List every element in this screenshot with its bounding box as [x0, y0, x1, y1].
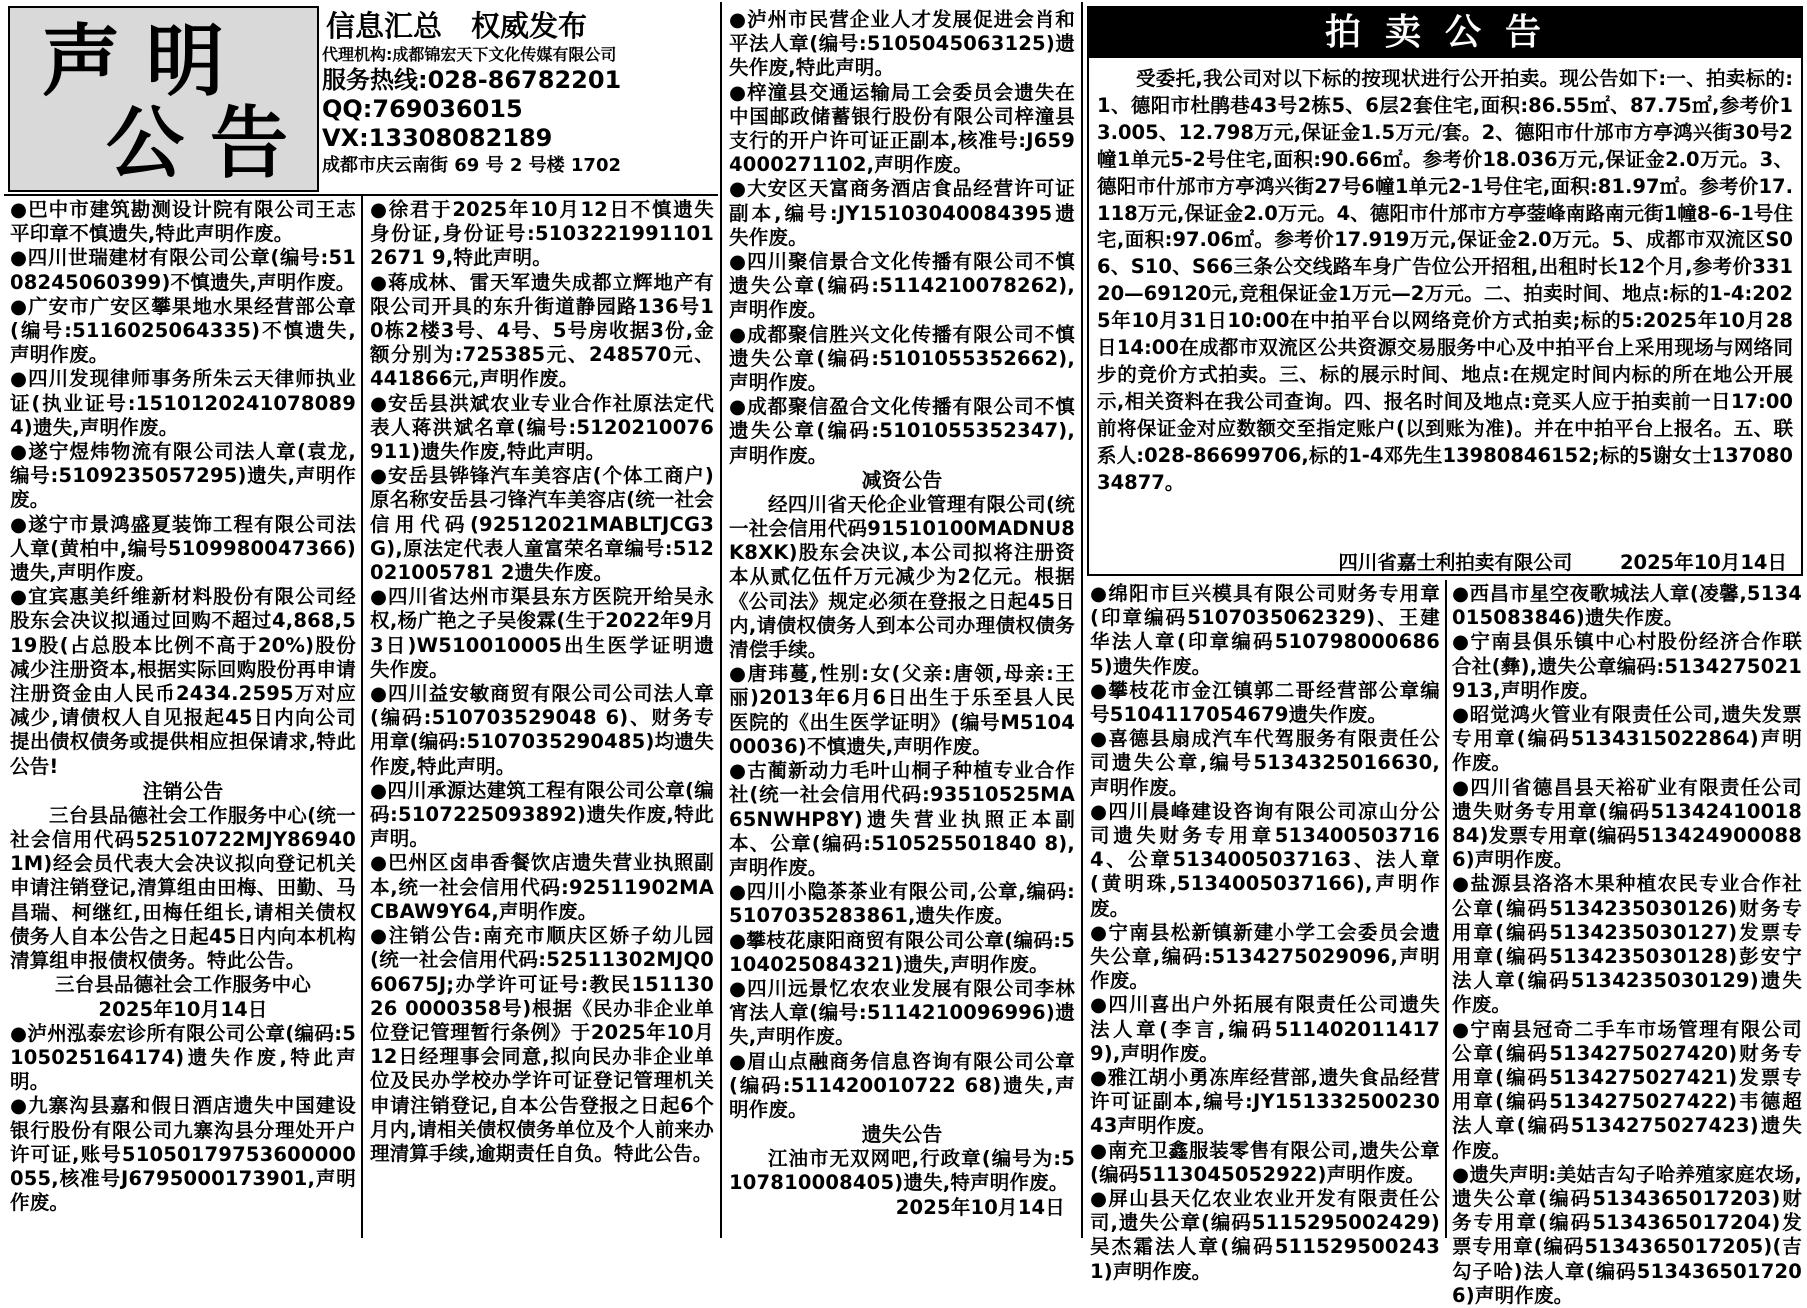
auction-body: 受委托,我公司对以下标的按现状进行公开拍卖。现公告如下:一、拍卖标的:1、德阳市杜鹃巷43号2栋5、6层2套住宅,面积:86.55㎡、87.75㎡,参考价13.005、12.798万元,保证金1.5万元/套。2、德阳市什邡市方亭鸿兴街30号2幢1单元5-2号住宅,面积:90.66㎡。参考价18.036万元,保证金2.0万元。3、德阳市什邡市方亭鸿兴街27号6幢1单元2-1号住宅,面积:81.97㎡。参考价17.118万元,保证金2.0万元。4、德阳市什邡市方亭蓥峰南路南元街1幢8-6-1号住宅,面积:97.06㎡。参考价17.919万元,保证金2.0万元。5、成都市双流区S06、S10、S66三条公交线路车身广告位公开招租,出租时长12个月,参考价33120—69120元,竞租保证金1万元—2万元。二、拍卖时间、地点:标的1-4:2025年10月31日10:00在中拍平台以网络竞价方式拍卖;标的5:2025年10月28日14:00在成都市双流区公共资源交易服务中心及中拍平台上采用现场与网络同步的竞价方式拍卖。三、标的展示时间、地点:在规定时间内标的所在地公开展示,相关资料在我公司查询。四、报名时间及地点:竞买人应于拍卖前一日17:00前将保证金对应数额交至指定账户(以到账为准)。并在中拍平台上报名。五、联系人:028-86699706,标的1-4邓先生13980846152;标的5谢女士13708034877。	[1097, 67, 1793, 494]
notice-item: ●九寨沟县嘉和假日酒店遗失中国建设银行股份有限公司九寨沟县分理处开户许可证,账号51050179753600000055,核准号J6795000173901,声明作废。	[10, 1094, 356, 1215]
capital-reduction-body: 经四川省天伦企业管理有限公司(统一社会信用代码91510100MADNU8K8XK)股东会决议,本公司拟将注册资本从贰亿伍仟万元减少为2亿元。根据《公司法》规定必须在登报之日起45日内,请债权债务人到本公司办理债权债务清偿手续。	[729, 492, 1075, 662]
cancel-notice-signer: 三台县品德社会工作服务中心	[54, 973, 312, 997]
notice-item: ●宜宾惠美纤维新材料股份有限公司经股东会决议拟通过回购不超过4,868,519股(占总股本比例不高于20%)股份减少注册资本,根据实际回购股份再申请注册资金由人民币2434.2595万对应减少,请债权人自见报起45日内向公司提出债权债务或提供相应担保请求,特此公告!	[10, 585, 356, 778]
cancel-notice-date: 2025年10月14日	[98, 997, 268, 1021]
notice-item: ●眉山点融商务信息咨询有限公司公章(编码:511420010722 68)遗失,声明作废。	[729, 1049, 1075, 1121]
masthead-qq: QQ:769036015	[322, 95, 523, 123]
notice-item: ●广安市广安区攀果地水果经营部公章(编号:5116025064335)不慎遗失,声明作废。	[10, 294, 356, 367]
notice-item: ●四川发现律师事务所朱云天律师执业证(执业证号:15101202410780894)遗失,声明作废。	[10, 367, 356, 439]
cancel-notice-title: 注销公告	[142, 778, 224, 803]
masthead-headline: 信息汇总 权威发布	[326, 9, 588, 43]
capital-reduction-title: 减资公告	[861, 467, 943, 492]
logo-char-2: 明	[146, 16, 229, 107]
notice-item: ●泸州市民营企业人才发展促进会肖和平法人章(编号:5105045063125)遗失作废,特此声明。	[729, 8, 1075, 80]
auction-title: 拍卖公告	[1089, 8, 1801, 58]
notice-item: ●巴州区卤串香餐饮店遗失营业执照副本,统一社会信用代码:92511902MACBAW9Y64,声明作废。	[370, 851, 714, 923]
column-divider-1	[361, 196, 363, 1238]
notice-item: ●成都聚信胜兴文化传播有限公司不慎遗失公章(编码:5101055352662),声明作废。	[729, 322, 1075, 395]
notice-item: ●四川世瑞建材有限公司公章(编号:5108245060399)不慎遗失,声明作废。	[10, 246, 356, 294]
lost-notice-date: 2025年10月14日	[895, 1195, 1065, 1219]
notice-item: ●四川晨峰建设咨询有限公司凉山分公司遗失财务专用章5134005037164、公章5134005037163、法人章(黄明珠,5134005037166),声明作废。	[1090, 799, 1440, 920]
notice-item: ●大安区天富商务酒店食品经营许可证副本,编号:JY15103040084395遗失作废。	[729, 177, 1075, 249]
auction-date: 2025年10月14日	[1619, 551, 1787, 574]
column-3	[729, 8, 1075, 1238]
notice-item: ●屏山县天亿农业农业开发有限责任公司,遗失公章(编码5115295002429)吴杰霜法人章(编码5115295002431)声明作废。	[1090, 1187, 1440, 1283]
masthead-logo	[8, 6, 319, 192]
auction-company: 四川省嘉士利拍卖有限公司	[1338, 551, 1573, 574]
notice-item: ●绵阳市巨兴模具有限公司财务专用章(印章编码5107035062329)、王建华法人章(印章编码5107980006865)遗失作废。	[1090, 582, 1440, 678]
notice-item: ●安岳县铧锋汽车美容店(个体工商户)原名称安岳县刁锋汽车美容店(统一社会信用代码(92512021MABLTJCG3G),原法定代表人童富荣名章编号:512021005781 2遗失作废。	[370, 464, 715, 585]
notice-item: ●四川省德昌县天裕矿业有限责任公司遗失财务专用章(编码5134241001884)发票专用章(编码5134249000886)声明作废。	[1452, 775, 1802, 872]
cancel-notice-body: 三台县品德社会工作服务中心(统一社会信用代码52510722MJY869401M)经会员代表大会决议拟向登记机关申请注销登记,清算组由田梅、田勤、马昌瑞、柯继红,田梅任组长,请相关债权债务人自本公告之日起45日内向本机构清算组申报债权债务。特此公告。	[10, 803, 356, 973]
masthead-agent: 代理机构:成都锦宏天下文化传媒有限公司	[322, 45, 617, 64]
notice-item: ●四川喜出户外拓展有限责任公司遗失法人章(李言,编码5114020114179),声明作废。	[1090, 993, 1440, 1065]
notice-item: ●徐君于2025年10月12日不慎遗失身份证,身份证号:51032219911012671 9,特此声明。	[370, 198, 714, 270]
column-divider-4	[1445, 580, 1447, 1238]
notice-item: ●南充卫鑫服装零售有限公司,遗失公章(编码5113045052922)声明作废。	[1090, 1138, 1440, 1186]
notice-item: ●宁南县冠奇二手车市场管理有限公司公章(编码5134275027420)财务专用章(编码5134275027421)发票专用章(编码5134275027422)韦德超法人章(编码5134275027423)遗失作废。	[1452, 1017, 1802, 1162]
notice-item: ●西昌市星空夜歌城法人章(凌馨,5134015083846)遗失作废。	[1452, 582, 1802, 630]
notice-item: ●喜德县扇成汽车代驾服务有限责任公司遗失公章,编号5134325016630,声明作废。	[1090, 727, 1440, 799]
notice-item: ●四川省达州市渠县东方医院开给吴永权,杨广艳之子吴俊霖(生于2022年9月3日)W510010005出生医学证明遗失作废。	[370, 585, 714, 681]
notice-item: ●巴中市建筑勘测设计院有限公司王志平印章不慎遗失,特此声明作废。	[10, 198, 356, 246]
notice-item: ●遂宁煜炜物流有限公司法人章(袁龙,编号:5109235057295)遗失,声明作废。	[10, 440, 356, 512]
notice-item: ●蒋成林、雷天军遗失成都立辉地产有限公司开具的东升街道静园路136号10栋2楼3号、4号、5号房收据3份,金额分别为:725385元、248570元、441866元,声明作废。	[370, 270, 714, 391]
lost-notice-body: 江油市无双网吧,行政章(编号为:5107810008405)遗失,特声明作废。	[729, 1147, 1075, 1195]
notice-item: ●宁南县俱乐镇中心村股份经济合作联合社(彝),遗失公章编码:5134275021913,声明作废。	[1452, 630, 1802, 702]
column-1	[10, 198, 356, 1238]
notice-item: ●雅江胡小勇冻库经营部,遗失食品经营许可证副本,编号:JY15133250023043声明作废。	[1090, 1066, 1440, 1138]
notice-item: ●四川益安敏商贸有限公司公司法人章(编码:510703529048 6)、财务专用章(编码:5107035290485)均遗失作废,特此声明。	[370, 682, 714, 778]
notice-item: ●攀枝花市金江镇郭二哥经营部公章编号5104117054679遗失作废。	[1090, 678, 1440, 727]
notice-item: ●遗失声明:美姑吉勾子哈养殖家庭农场,遗失公章(编码5134365017203)财务专用章(编码5134365017204)发票专用章(编码5134365017205)(吉勾子哈)法人章(编码5134365017206)声明作废。	[1452, 1162, 1802, 1307]
notice-item: ●四川承源达建筑工程有限公司公章(编码:5107225093892)遗失作废,特此声明。	[370, 778, 714, 851]
column-divider-2	[720, 2, 722, 1238]
notice-item: ●四川聚信景合文化传播有限公司不慎遗失公章(编码:5114210078262),声明作废。	[729, 250, 1075, 322]
notice-item: ●成都聚信盈合文化传播有限公司不慎遗失公章(编码:5101055352347),声明作废。	[729, 395, 1075, 467]
lost-notice-title: 遗失公告	[861, 1122, 943, 1147]
notice-item: ●梓潼县交通运输局工会委员会遗失在中国邮政储蓄银行股份有限公司梓潼县支行的开户许可证正副本,核准号:J6594000271102,声明作废。	[729, 80, 1075, 177]
notice-item: ●宁南县松新镇新建小学工会委员会遗失公章,编码:5134275029096,声明作废。	[1090, 920, 1440, 993]
masthead-vx: VX:13308082189	[322, 124, 553, 152]
column-4	[1090, 582, 1440, 1283]
column-2	[370, 198, 714, 1238]
masthead-hotline: 服务热线:028-86782201	[322, 66, 622, 94]
notice-item: ●古蔺新动力毛叶山桐子种植专业合作社(统一社会信用代码:93510525MA65NWHP8Y)遗失营业执照正本副本、公章(编码:510525501840 8),声明作废。	[729, 759, 1075, 879]
masthead-address: 成都市庆云南街 69 号 2 号楼 1702	[322, 155, 622, 176]
notice-item: ●唐玮蔓,性别:女(父亲:唐领,母亲:王丽)2013年6月6日出生于乐至县人民医院的《出生医学证明》(编号M510400036)不慎遗失,声明作废。	[729, 662, 1075, 758]
logo-char-3: 公	[106, 98, 189, 189]
notice-item: ●昭觉鸿火管业有限责任公司,遗失发票专用章(编码5134315022864)声明作废。	[1452, 703, 1802, 775]
notice-item: ●攀枝花康阳商贸有限公司公章(编码:5104025084321)遗失,声明作废。	[729, 928, 1075, 976]
auction-notice	[1087, 6, 1803, 576]
notice-item: ●盐源县洛洛木果种植农民专业合作社公章(编码5134235030126)财务专用章(编码5134235030127)发票专用章(编码5134235030128)彭安宁法人章(编码5134235030129)遗失作废。	[1452, 872, 1802, 1017]
notice-item: ●泸州泓泰宏诊所有限公司公章(编码:5105025164174)遗失作废,特此声明。	[10, 1021, 356, 1094]
logo-char-1: 声	[42, 16, 125, 107]
notice-item: ●遂宁市景鸿盛夏装饰工程有限公司法人章(黄柏中,编号5109980047366)遗失,声明作废。	[10, 512, 356, 585]
column-5	[1452, 582, 1802, 1307]
auction-signature	[1097, 551, 1787, 575]
column-divider-3	[1081, 2, 1083, 1238]
notice-item: ●四川远景忆农农业发展有限公司李林宵法人章(编号:5114210096996)遗失,声明作废。	[729, 976, 1075, 1049]
logo-char-4: 告	[210, 98, 293, 189]
notice-item: ●四川小隐茶茶业有限公司,公章,编码:5107035283861,遗失作废。	[729, 880, 1075, 928]
masthead-info	[322, 8, 710, 194]
notice-item: ●注销公告:南充市顺庆区娇子幼儿园(统一社会信用代码:52511302MJQ060675J;办学许可证号:教民15113026 0000358号)根据《民办非企业单位登记管理暂行条例》于2025年10月12日经理事会同意,拟向民办非企业单位及民办学校办学许可证登记管理机关申请注销登记,自本公告登报之日起6个月内,请相关债权债务单位及个人前来办理清算手续,逾期责任自负。特此公告。	[370, 924, 714, 1165]
notice-item: ●安岳县洪斌农业专业合作社原法定代表人蒋洪斌名章(编号:5120210076911)遗失作废,特此声明。	[370, 391, 714, 464]
